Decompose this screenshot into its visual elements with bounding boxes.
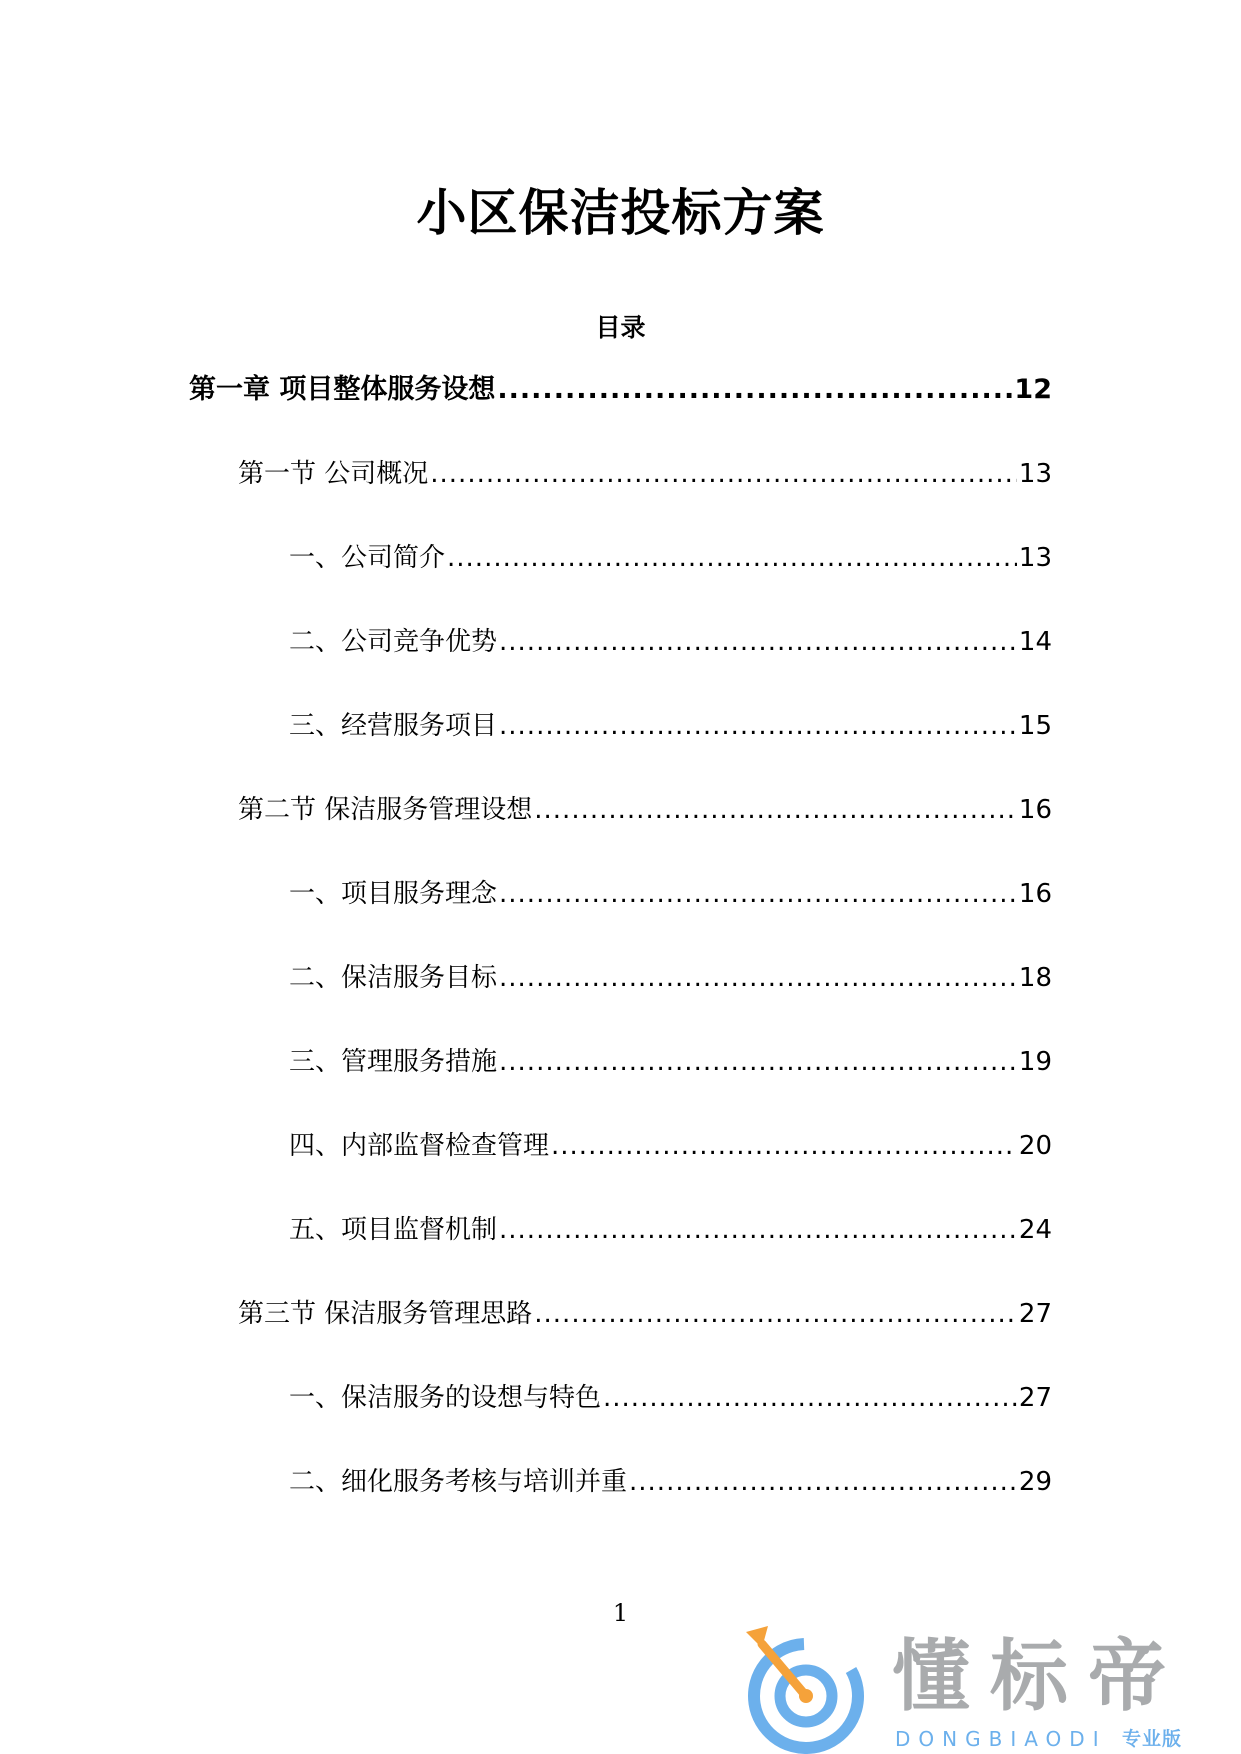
toc-entry-page: 19 [1018,1047,1052,1077]
toc-entry[interactable] [289,622,1052,662]
toc-entry[interactable] [238,790,1052,830]
toc-entry-text: 第一节 公司概况 [238,459,429,489]
toc-entry-page: 24 [1018,1215,1052,1245]
toc-entry[interactable] [289,1042,1052,1082]
toc-entry-text: 第三节 保洁服务管理思路 [238,1299,533,1329]
toc-heading: 目录 [595,313,646,342]
watermark [740,1622,1220,1754]
toc-entry-text: 五、项目监督机制 [289,1215,498,1245]
toc-dot-leader [499,1042,1017,1082]
toc-entry[interactable] [189,370,1052,410]
toc-dot-leader [534,1294,1017,1334]
toc-dot-leader [603,1378,1017,1418]
toc-entry-page: 14 [1018,627,1052,657]
toc-entry-text: 一、保洁服务的设想与特色 [289,1383,602,1413]
toc-entry[interactable] [289,1378,1052,1418]
toc-entry-page: 27 [1018,1299,1052,1329]
toc-entry[interactable] [289,1210,1052,1250]
toc-entry-page: 15 [1018,711,1052,741]
watermark-edition: 专业版 [1122,1728,1183,1750]
toc-dot-leader [499,1210,1017,1250]
toc-entry-text: 一、公司简介 [289,543,446,573]
toc-entry-text: 二、保洁服务目标 [289,963,498,993]
toc-entry-text: 一、项目服务理念 [289,879,498,909]
toc-dot-leader [499,874,1017,914]
toc-entry-page: 29 [1018,1467,1052,1497]
toc-entry-page: 16 [1018,795,1052,825]
toc-entry-text: 第二节 保洁服务管理设想 [238,795,533,825]
toc-entry[interactable] [238,1294,1052,1334]
toc-entry[interactable] [289,958,1052,998]
toc-dot-leader [629,1462,1017,1502]
toc-entry-page: 12 [1014,374,1052,405]
toc-dot-leader [499,706,1017,746]
toc-entry[interactable] [289,706,1052,746]
document-title: 小区保洁投标方案 [416,184,825,242]
toc-dot-leader [499,622,1017,662]
toc-entry-page: 27 [1018,1383,1052,1413]
toc-entry-text: 二、细化服务考核与培训并重 [289,1467,628,1497]
toc-entry-page: 13 [1018,459,1052,489]
watermark-brand-name: 懂标帝 [892,1632,1187,1722]
toc-entry-text: 二、公司竞争优势 [289,627,498,657]
toc-entry[interactable] [289,874,1052,914]
toc-entry-text: 第一章 项目整体服务设想 [189,374,496,405]
toc-entry[interactable] [238,454,1052,494]
toc-dot-leader [430,454,1017,494]
toc-entry[interactable] [289,1462,1052,1502]
toc-dot-leader [499,958,1017,998]
toc-entry-page: 20 [1018,1131,1052,1161]
toc-entry-page: 16 [1018,879,1052,909]
target-arrow-icon [740,1622,870,1754]
page-number: 1 [612,1599,629,1627]
toc-dot-leader [534,790,1017,830]
watermark-pinyin: DONGBIAODI [895,1727,1107,1751]
toc-dot-leader [447,538,1017,578]
toc-entry[interactable] [289,1126,1052,1166]
toc-entry-text: 三、经营服务项目 [289,711,498,741]
toc-dot-leader [551,1126,1017,1166]
toc-entry-text: 四、内部监督检查管理 [289,1131,550,1161]
toc-entry-page: 13 [1018,543,1052,573]
toc-entry[interactable] [289,538,1052,578]
toc-entry-text: 三、管理服务措施 [289,1047,498,1077]
toc-entry-page: 18 [1018,963,1052,993]
toc-dot-leader [497,370,1012,410]
